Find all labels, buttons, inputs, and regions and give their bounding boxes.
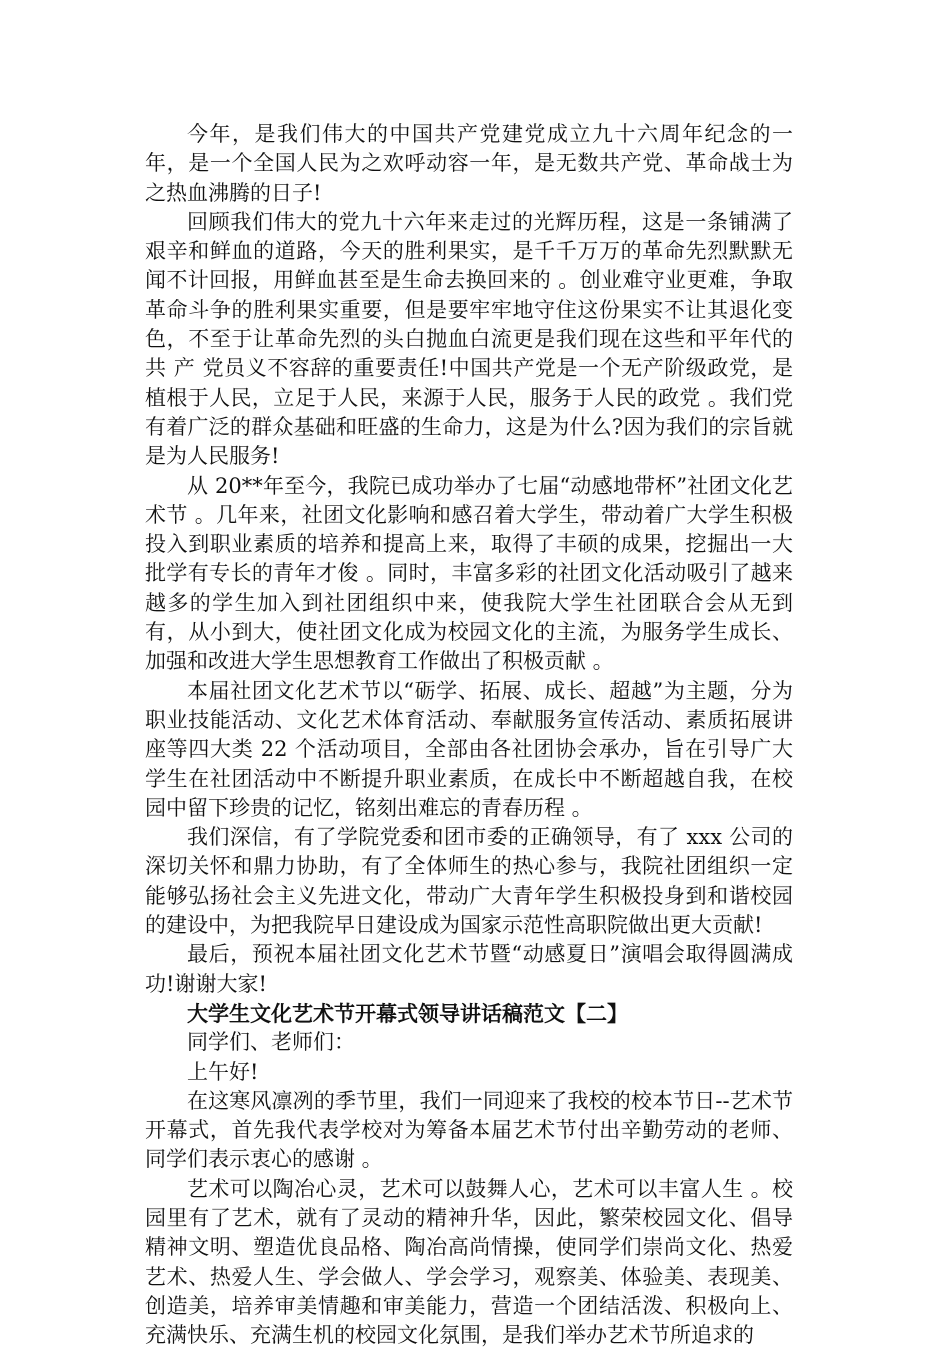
paragraph-festival-history: 从 20**年至今，我院已成功举办了七届“动感地带杯”社团文化艺术节 。几年来，社团文化影响和感召着大学生，带动着广大学生积极投入到职业素质的培养和提高上来，取得了丰硕的成果，挖掘出一大批学有专长的青年才俊 。同时，丰富多彩的社团文化活动吸引了越来越多的学生加入到社团组织中来，使我院大学生社团联合会从无到有，从小到大，使社团文化成为校园文化的主流，为服务学生成长、加强和改进大学生思想教育工作做出了积极贡献 。 [145, 473, 793, 674]
paragraph-opening: 在这寒风凛冽的季节里，我们一同迎来了我校的校本节日--艺术节开幕式，首先我代表学校对为筹备本届艺术节付出辛勤劳动的老师、同学们表示衷心的感谢 。 [145, 1088, 793, 1172]
paragraph-greeting: 上午好! [187, 1059, 259, 1084]
paragraph-anniversary: 今年，是我们伟大的中国共产党建党成立九十六周年纪念的一年，是一个全国人民为之欢呼动容一年，是无数共产党、革命战士为之热血沸腾的日子! [145, 122, 793, 205]
section-heading: 大学生文化艺术节开幕式领导讲话稿范文【二】 [187, 1000, 628, 1026]
document-body [145, 120, 793, 1350]
paragraph-art-value: 艺术可以陶冶心灵，艺术可以鼓舞人心，艺术可以丰富人生 。校园里有了艺术，就有了灵动的精神升华，因此，繁荣校园文化、倡导精神文明、塑造优良品格、陶冶高尚情操，使同学们崇尚文化、热爱艺术、热爱人生、学会做人、学会学习，观察美、体验美、表现美、创造美，培养审美情趣和审美能力，营造一个团结活泼、积极向上、充满快乐、充满生机的校园文化氛围，是我们举办艺术节所追求的 [145, 1176, 793, 1348]
paragraph-salutation: 同学们、老师们： [187, 1030, 355, 1055]
paragraph-closing: 最后，预祝本届社团文化艺术节暨“动感夏日”演唱会取得圆满成功!谢谢大家! [145, 942, 793, 996]
paragraph-party-history: 回顾我们伟大的党九十六年来走过的光辉历程，这是一条铺满了艰辛和鲜血的道路，今天的胜利果实，是千千万万的革命先烈默默无闻不计回报，用鲜血甚至是生命去换回来的 。创业难守业更难，争取革命斗争的胜利果实重要，但是要牢牢地守住这份果实不让其退化变色，不至于让革命先烈的头白抛血白流更是我们现在这些和平年代的共 产 党员义不容辞的重要责任!中国共产党是一个无产阶级政党，是植根于人民，立足于人民，来源于人民，服务于人民的政党 。我们党有着广泛的群众基础和旺盛的生命力，这是为什么?因为我们的宗旨就是为人民服务! [145, 209, 793, 469]
paragraph-confidence: 我们深信，有了学院党委和团市委的正确领导，有了 xxx 公司的深切关怀和鼎力协助，有了全体师生的热心参与，我院社团组织一定能够弘扬社会主义先进文化，带动广大青年学生积极投身到和谐校园的建设中，为把我院早日建设成为国家示范性高职院做出更大贡献! [145, 825, 793, 938]
paragraph-festival-theme: 本届社团文化艺术节以“砺学、拓展、成长、超越”为主题，分为职业技能活动、文化艺术体育活动、奉献服务宣传活动、素质拓展讲座等四大类 22 个活动项目，全部由各社团协会承办，旨在引导广大学生在社团活动中不断提升职业素质，在成长中不断超越自我，在校园中留下珍贵的记忆，铭刻出难忘的青春历程 。 [145, 678, 793, 820]
